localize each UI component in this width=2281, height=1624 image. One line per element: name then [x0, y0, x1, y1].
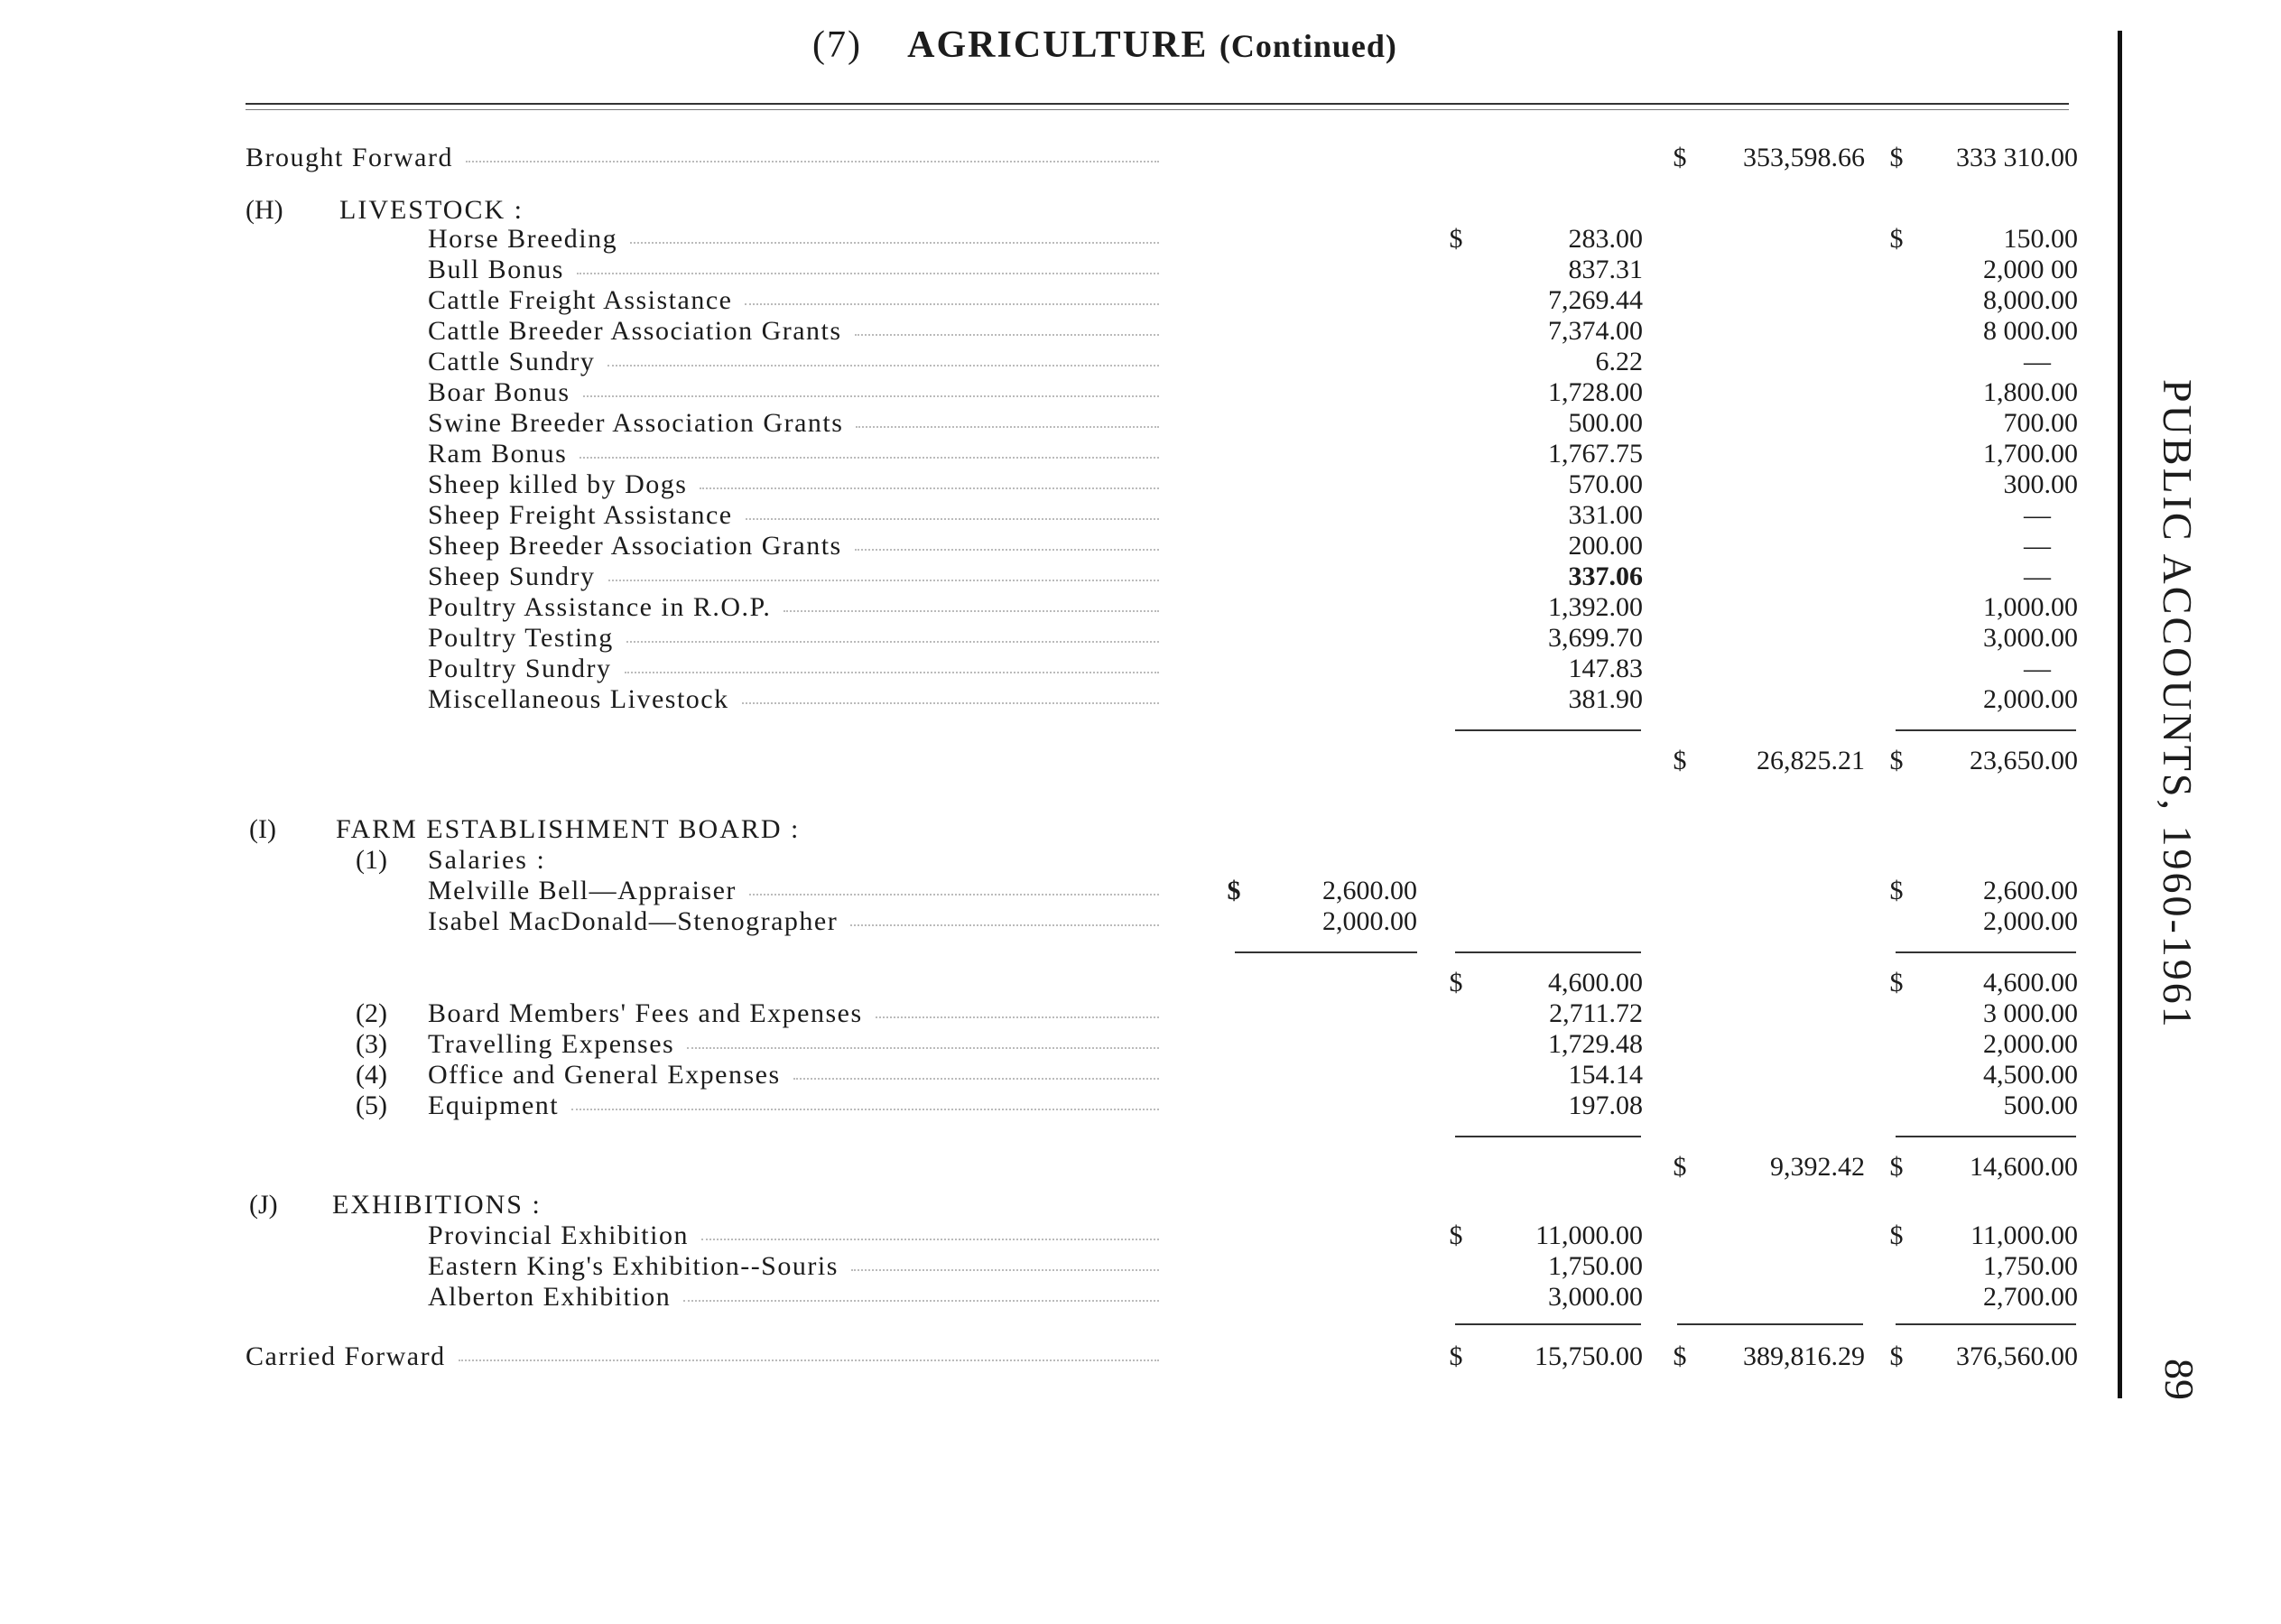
- livestock-item: [0, 439, 2112, 469]
- amount-actual: 11,000.00: [1535, 1220, 1643, 1250]
- section-heading: EXHIBITIONS :: [332, 1190, 542, 1220]
- item-label: Poultry Assistance in R.O.P.: [428, 592, 1159, 623]
- page-number: 89: [2156, 1359, 2202, 1400]
- amount-estimate: —: [2024, 531, 2051, 561]
- item-label: Swine Breeder Association Grants: [428, 408, 1159, 439]
- livestock-item: [0, 561, 2112, 592]
- item-label: Isabel MacDonald—Stenographer: [428, 906, 1159, 937]
- amount-estimate: 3 000.00: [1983, 998, 2078, 1028]
- livestock-item: [0, 285, 2112, 316]
- amount-actual: 147.83: [1568, 654, 1643, 683]
- amount-actual: 6.22: [1595, 347, 1643, 376]
- farm-board-total-row: [0, 1152, 2112, 1183]
- amount-estimate: 333 310.00: [1956, 143, 2078, 172]
- salary-item: [0, 906, 2112, 937]
- amount-actual: 381.90: [1568, 684, 1643, 714]
- dollar-sign: $: [1889, 224, 1904, 254]
- farm-board-item: [0, 1060, 2112, 1090]
- amount-estimate: 8 000.00: [1983, 316, 2078, 346]
- subtotal-rule: [1455, 1136, 1641, 1137]
- subtotal-rule: [1896, 951, 2076, 953]
- item-label: Ram Bonus: [428, 439, 1159, 469]
- dollar-sign: $: [1227, 876, 1241, 905]
- subtotal-rule: [1677, 1323, 1863, 1325]
- item-label: Cattle Freight Assistance: [428, 285, 1159, 316]
- livestock-item: [0, 684, 2112, 715]
- amount-detail: 2,600.00: [1322, 876, 1417, 905]
- amount-actual: 7,269.44: [1548, 285, 1643, 315]
- amount-estimate: 2,000 00: [1983, 255, 2078, 284]
- amount-estimate: 4,500.00: [1983, 1060, 2078, 1090]
- dollar-sign: $: [1889, 1152, 1904, 1182]
- dollar-sign: $: [1673, 1341, 1687, 1371]
- section-prefix: (H): [246, 195, 283, 225]
- exhibition-item: [0, 1282, 2112, 1313]
- amount-actual: 7,374.00: [1548, 316, 1643, 346]
- exhibition-item: [0, 1220, 2112, 1251]
- amount-actual: 500.00: [1568, 408, 1643, 438]
- item-label: Cattle Breeder Association Grants: [428, 316, 1159, 347]
- amount-estimate: —: [2024, 500, 2051, 530]
- amount-actual: 1,729.48: [1548, 1029, 1643, 1059]
- item-label: Sheep Breeder Association Grants: [428, 531, 1159, 561]
- salaries-total-row: [0, 968, 2112, 998]
- livestock-item: [0, 316, 2112, 347]
- section-heading: LIVESTOCK :: [339, 195, 524, 225]
- item-label: Boar Bonus: [428, 377, 1159, 408]
- section-heading: FARM ESTABLISHMENT BOARD :: [336, 814, 801, 844]
- amount-estimate: —: [2024, 561, 2051, 591]
- livestock-item: [0, 469, 2112, 500]
- amount-total: 389,816.29: [1743, 1341, 1865, 1371]
- row-label: Carried Forward: [246, 1341, 1159, 1372]
- amount-estimate: 23,650.00: [1970, 746, 2078, 775]
- subtotal-rule: [1896, 1323, 2076, 1325]
- brought-forward-row: [0, 143, 2112, 173]
- amount-detail: 2,000.00: [1322, 906, 1417, 936]
- amount-actual: 1,728.00: [1548, 377, 1643, 407]
- salaries-heading: [0, 845, 2112, 876]
- amount-estimate: —: [2024, 654, 2051, 683]
- amount-actual: 200.00: [1568, 531, 1643, 561]
- item-prefix: (2): [356, 998, 387, 1028]
- farm-board-item: [0, 1090, 2112, 1121]
- amount-estimate: 8,000.00: [1983, 285, 2078, 315]
- margin-rule: [2118, 31, 2122, 1398]
- livestock-item: [0, 500, 2112, 531]
- header-rule-thin: [246, 109, 2069, 110]
- dollar-sign: $: [1889, 746, 1904, 775]
- amount-estimate: 376,560.00: [1956, 1341, 2078, 1371]
- salary-item: [0, 876, 2112, 906]
- dollar-sign: $: [1889, 968, 1904, 998]
- item-label: Eastern King's Exhibition--Souris: [428, 1251, 1159, 1282]
- farm-board-heading: [0, 814, 2112, 845]
- amount-estimate: 4,600.00: [1983, 968, 2078, 998]
- page-title: [812, 23, 1625, 67]
- amount-actual: 570.00: [1568, 469, 1643, 499]
- dollar-sign: $: [1889, 143, 1904, 172]
- dollar-sign: $: [1673, 1152, 1687, 1182]
- carried-forward-row: [0, 1341, 2112, 1372]
- dollar-sign: $: [1673, 143, 1687, 172]
- amount-actual: 337.06: [1568, 561, 1643, 591]
- amount-estimate: 11,000.00: [1970, 1220, 2078, 1250]
- livestock-item: [0, 224, 2112, 255]
- subsection-heading: Salaries :: [428, 845, 546, 875]
- amount-actual: 1,767.75: [1548, 439, 1643, 469]
- amount-estimate: 700.00: [2003, 408, 2078, 438]
- item-prefix: (5): [356, 1090, 387, 1120]
- amount-actual: 1,392.00: [1548, 592, 1643, 622]
- amount-estimate: 2,000.00: [1983, 684, 2078, 714]
- dollar-sign: $: [1449, 1341, 1463, 1371]
- item-label: Equipment: [428, 1090, 1159, 1121]
- dollar-sign: $: [1889, 876, 1904, 905]
- item-label: Office and General Expenses: [428, 1060, 1159, 1090]
- item-label: Sheep killed by Dogs: [428, 469, 1159, 500]
- item-label: Sheep Sundry: [428, 561, 1159, 592]
- livestock-item: [0, 347, 2112, 377]
- amount-estimate: 300.00: [2003, 469, 2078, 499]
- subtotal-rule: [1455, 951, 1641, 953]
- livestock-item: [0, 592, 2112, 623]
- livestock-item: [0, 654, 2112, 684]
- amount-estimate: 2,000.00: [1983, 1029, 2078, 1059]
- amount-actual: 837.31: [1568, 255, 1643, 284]
- amount-estimate: 500.00: [2003, 1090, 2078, 1120]
- subtotal-rule: [1896, 729, 2076, 731]
- livestock-item: [0, 623, 2112, 654]
- subtotal-rule: [1455, 729, 1641, 731]
- section-prefix: (I): [249, 814, 276, 844]
- amount-estimate: 150.00: [2003, 224, 2078, 254]
- amount-actual: 283.00: [1568, 224, 1643, 254]
- dollar-sign: $: [1449, 1220, 1463, 1250]
- exhibition-item: [0, 1251, 2112, 1282]
- amount-actual: 15,750.00: [1535, 1341, 1643, 1371]
- item-label: Sheep Freight Assistance: [428, 500, 1159, 531]
- amount-estimate: 1,750.00: [1983, 1251, 2078, 1281]
- livestock-item: [0, 531, 2112, 561]
- item-label: Melville Bell—Appraiser: [428, 876, 1159, 906]
- subtotal-rule: [1235, 951, 1417, 953]
- item-label: Miscellaneous Livestock: [428, 684, 1159, 715]
- section-number: (7): [812, 24, 862, 66]
- amount-actual: 2,711.72: [1549, 998, 1643, 1028]
- dollar-sign: $: [1673, 746, 1687, 775]
- dollar-sign: $: [1889, 1220, 1904, 1250]
- subsection-prefix: (1): [356, 845, 387, 875]
- amount-actual: 331.00: [1568, 500, 1643, 530]
- section-prefix: (J): [249, 1190, 278, 1220]
- item-label: Travelling Expenses: [428, 1029, 1159, 1060]
- amount-estimate: 14,600.00: [1970, 1152, 2078, 1182]
- livestock-item: [0, 255, 2112, 285]
- amount-actual: 3,000.00: [1548, 1282, 1643, 1312]
- livestock-item: [0, 408, 2112, 439]
- livestock-heading: [0, 195, 2112, 226]
- item-label: Cattle Sundry: [428, 347, 1159, 377]
- amount-total: 9,392.42: [1770, 1152, 1865, 1182]
- item-label: Board Members' Fees and Expenses: [428, 998, 1159, 1029]
- amount-actual: 4,600.00: [1548, 968, 1643, 998]
- livestock-total-row: [0, 746, 2112, 776]
- item-label: Horse Breeding: [428, 224, 1159, 255]
- farm-board-item: [0, 998, 2112, 1029]
- amount-estimate: 1,000.00: [1983, 592, 2078, 622]
- dollar-sign: $: [1449, 224, 1463, 254]
- item-label: Provincial Exhibition: [428, 1220, 1159, 1251]
- header-rule: [246, 103, 2069, 105]
- amount-estimate: 1,800.00: [1983, 377, 2078, 407]
- amount-estimate: 2,000.00: [1983, 906, 2078, 936]
- item-label: Poultry Testing: [428, 623, 1159, 654]
- dollar-sign: $: [1889, 1341, 1904, 1371]
- amount-actual: 197.08: [1568, 1090, 1643, 1120]
- amount-estimate: 2,700.00: [1983, 1282, 2078, 1312]
- amount-total: 26,825.21: [1757, 746, 1865, 775]
- livestock-item: [0, 377, 2112, 408]
- item-label: Alberton Exhibition: [428, 1282, 1159, 1313]
- section-subtitle: (Continued): [1219, 28, 1397, 64]
- amount-estimate: 1,700.00: [1983, 439, 2078, 469]
- item-label: Poultry Sundry: [428, 654, 1159, 684]
- amount-estimate: —: [2024, 347, 2051, 376]
- subtotal-rule: [1896, 1136, 2076, 1137]
- farm-board-item: [0, 1029, 2112, 1060]
- subtotal-rule: [1455, 1323, 1641, 1325]
- amount-actual: 3,699.70: [1548, 623, 1643, 653]
- amount-actual: 154.14: [1568, 1060, 1643, 1090]
- item-prefix: (4): [356, 1060, 387, 1090]
- amount-actual: 1,750.00: [1548, 1251, 1643, 1281]
- exhibitions-heading: [0, 1190, 2112, 1220]
- item-prefix: (3): [356, 1029, 387, 1059]
- amount-total: 353,598.66: [1743, 143, 1865, 172]
- running-title: PUBLIC ACCOUNTS, 1960-1961: [2155, 379, 2201, 1030]
- amount-estimate: 2,600.00: [1983, 876, 2078, 905]
- amount-estimate: 3,000.00: [1983, 623, 2078, 653]
- dollar-sign: $: [1449, 968, 1463, 998]
- item-label: Bull Bonus: [428, 255, 1159, 285]
- row-label: Brought Forward: [246, 143, 1159, 173]
- section-title: AGRICULTURE: [907, 24, 1209, 66]
